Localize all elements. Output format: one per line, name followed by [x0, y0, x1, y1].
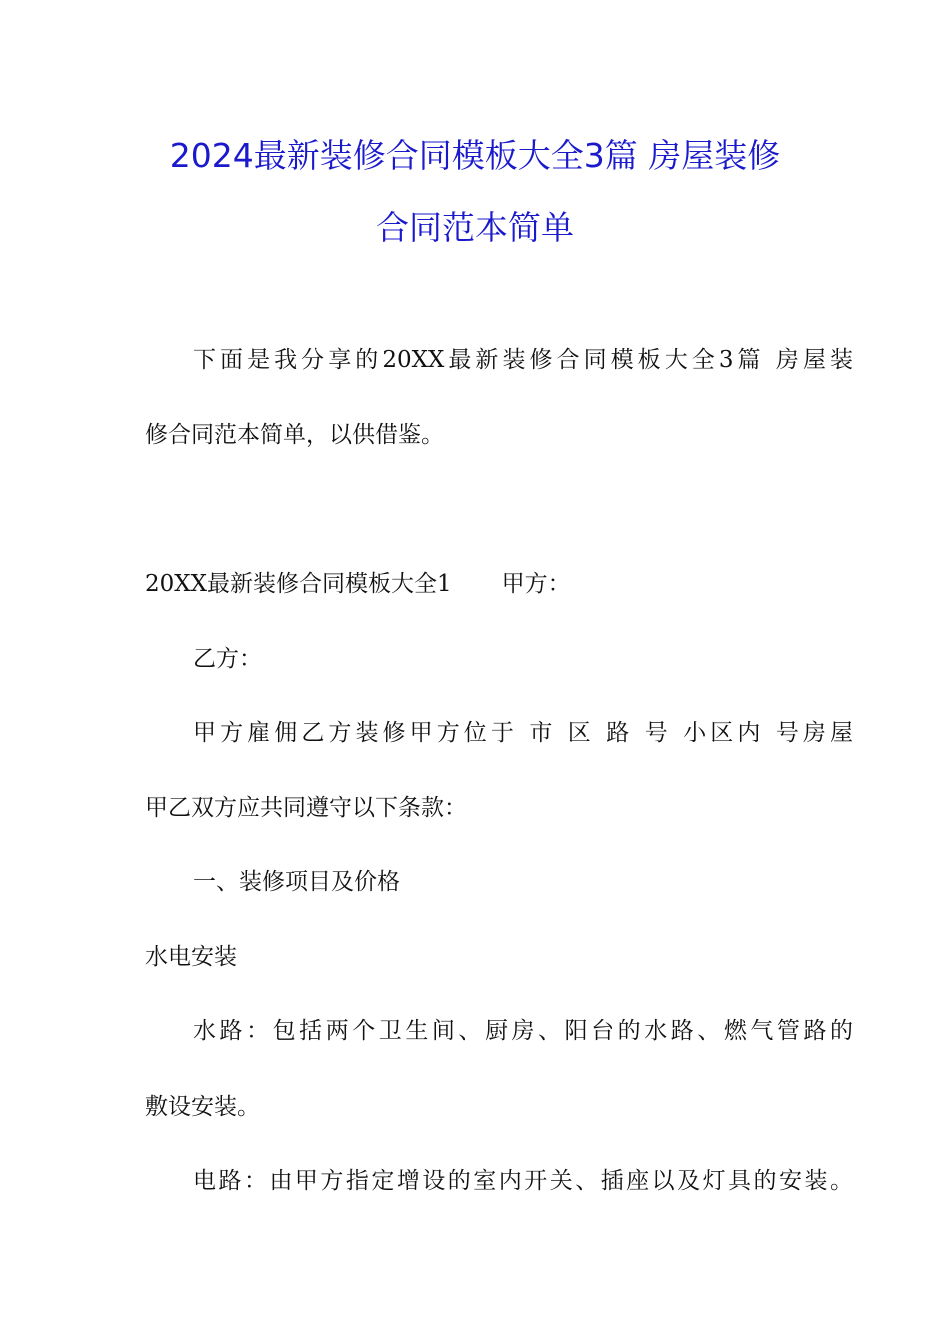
intro-paragraph-line-1: 下面是我分享的20XX最新装修合同模板大全3篇 房屋装	[193, 347, 853, 373]
hydro-electric-heading: 水电安装	[145, 944, 237, 970]
section-heading-row	[145, 569, 571, 599]
document-title-line-2: 合同范本简单	[376, 208, 574, 247]
employment-line-1: 甲方雇佣乙方装修甲方位于 市 区 路 号 小区内 号房屋	[193, 720, 853, 746]
water-line-2: 敷设安装。	[145, 1094, 260, 1120]
party-a-label: 甲方：	[501, 571, 571, 597]
electric-line: 电路：由甲方指定增设的室内开关、插座以及灯具的安装。	[193, 1168, 853, 1194]
intro-paragraph-line-2: 修合同范本简单，以供借鉴。	[145, 422, 444, 448]
clause-one-heading: 一、装修项目及价格	[193, 869, 400, 895]
party-b-label: 乙方：	[193, 646, 262, 672]
water-line-1: 水路：包括两个卫生间、厨房、阳台的水路、燃气管路的	[193, 1018, 853, 1044]
section-heading: 20XX最新装修合同模板大全1	[145, 571, 452, 597]
employment-line-2: 甲乙双方应共同遵守以下条款：	[145, 795, 467, 821]
document-title-line-1: 2024最新装修合同模板大全3篇 房屋装修	[169, 136, 781, 175]
